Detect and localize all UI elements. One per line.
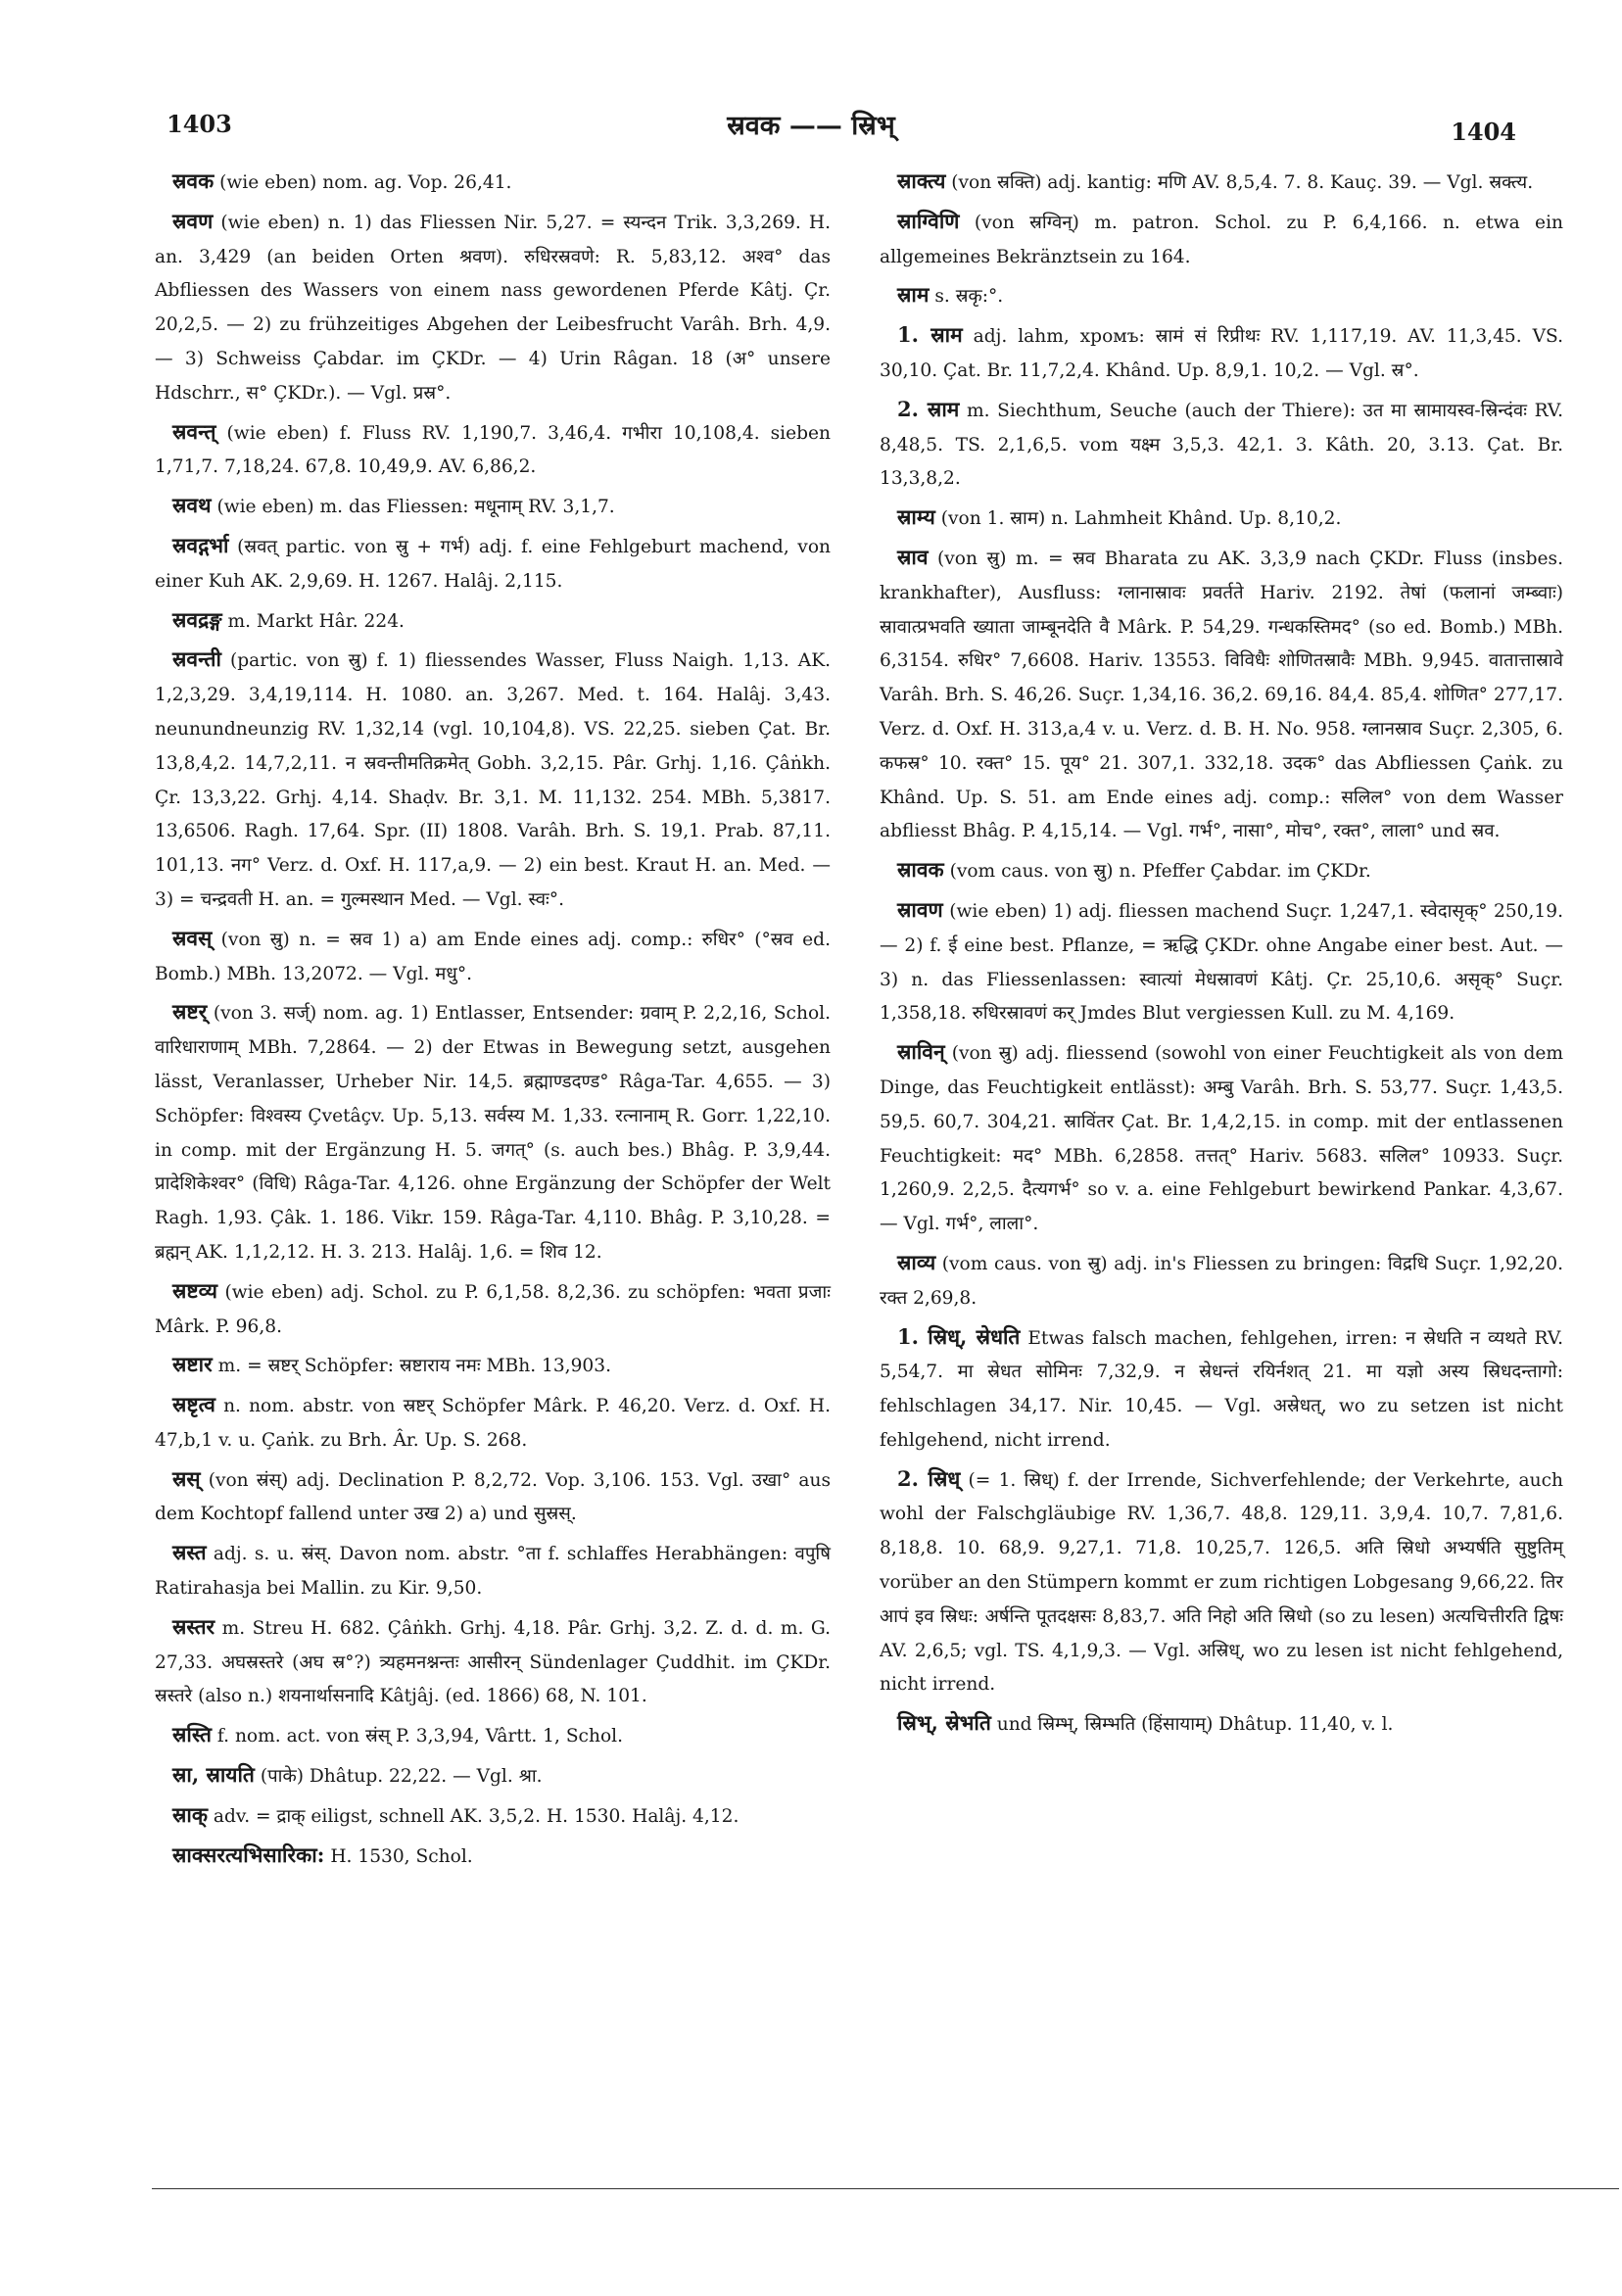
footer-rule <box>152 2188 1619 2189</box>
entry-headword: स्रवक <box>172 168 215 193</box>
dictionary-entry <box>155 1348 831 1384</box>
dictionary-entry <box>880 893 1563 1031</box>
entry-text: (स्रवत् partic. von स्रु + गर्भ) adj. f. eine Fehlgeburt machend, von einer Kuh AK. 2,9,69. H. 1267. Halâj. 2,115. <box>155 536 831 592</box>
entry-headword: स्रावण <box>897 896 943 922</box>
entry-headword: स्राव <box>897 544 929 569</box>
entry-headword: स्रष्टार <box>172 1352 213 1377</box>
entry-headword: स्राग्विणि <box>897 208 960 233</box>
dictionary-entry <box>155 1610 831 1714</box>
entry-headword: स्राक् <box>172 1801 208 1827</box>
entry-text: m. Markt Hâr. 224. <box>227 610 405 632</box>
entry-text: (wie eben) adj. Schol. zu P. 6,1,58. 8,2,36. zu schöpfen: भवता प्रजाः Mârk. P. 96,8. <box>155 1281 831 1337</box>
entry-text: (vom caus. von स्रु) n. Pfeffer Çabdar. im ÇKDr. <box>949 861 1371 883</box>
entry-text: (= 1. स्रिध्) f. der Irrende, Sichverfehlende; der Verkehrte, auch wohl der Falschgläubige RV. 1,36,7. 48,8. 129,11. 3,9,4. 10,7. 7,81,6. 8,18,8. 10. 68,9. 9,27,1. 71,8. 10,25,7. 126,5. अति स्रिधो अभ्यर्षति सुष्टुतिम् vorüber an den Stümpern kommt er zum richtigen Lobgesang 9,66,22. तिर आपं इव स्रिधः: अर्षन्ति पूतदक्षसः 8,83,7. अति निहो अति स्रिधो (so zu lesen) अत्यचित्तीरति द्विषः AV. 2,6,5; vgl. TS. 4,1,9,3. — Vgl. अस्रिध्, wo zu lesen ist nicht fehlgehend, nicht irrend. <box>880 1469 1563 1696</box>
entry-headword: स्रस् <box>172 1465 201 1491</box>
entry-text: und स्रिम्भ्, स्रिम्भति (हिंसायाम्) Dhâtup. 11,40, v. l. <box>996 1714 1394 1736</box>
entry-headword: स्रस्त <box>172 1540 207 1565</box>
dictionary-entry <box>155 205 831 411</box>
entry-text: s. स्रकृ:°. <box>934 286 1004 308</box>
dictionary-entry <box>155 529 831 599</box>
entry-headword: 2. स्रिध् <box>897 1465 961 1491</box>
dictionary-entry <box>155 415 831 486</box>
entry-text: adj. s. u. स्रंस्. Davon nom. abstr. °ता f. schlaffes Herabhängen: वपुषि Ratirahasja bei Mallin. zu Kir. 9,50. <box>155 1544 832 1600</box>
entry-text: (wie eben) 1) adj. fliessen machend Suçr. 1,247,1. स्वेदासृक्° 250,19. — 2) f. ई eine best. Pflanze, = ऋद्धि ÇKDr. ohne Angabe einer best. Aut. — 3) n. das Fliessenlassen: स्वात्यां मेधस्रावणं Kâtj. Çr. 25,10,6. असृक्° Suçr. 1,358,18. रुधिरस्रावणं कर् Jmdes Blut vergiessen Kull. zu M. 4,169. <box>880 900 1563 1025</box>
entry-text: (von स्रु) adj. fliessend (sowohl von einer Feuchtigkeit als von dem Dinge, das Feuchtigkeit entlässt): अम्बु Varâh. Brh. S. 53,77. Suçr. 1,43,5. 59,5. 60,7. 304,21. स्राविंतर Çat. Br. 1,4,2,15. in comp. mit der entlassenen Feuchtigkeit: मद° MBh. 6,2858. तत्तत्° Hariv. 5683. सलिल° 10933. Suçr. 1,260,9. 2,2,5. दैत्यगर्भ° so v. a. eine Fehlgeburt bewirkend Pankar. 4,3,67. — Vgl. गर्भ°, लाला°. <box>880 1043 1563 1235</box>
entry-text: m. Streu H. 682. Çâṅkh. Grhj. 4,18. Pâr. Grhj. 3,2. Z. d. d. m. G. 27,33. अघस्रस्तरे (अघ स्र°?) त्र्यहमनश्नन्तः आसीरन् Sündenlager Çuddhit. im ÇKDr. स्रस्तरे (also n.) शयनार्थासनादि Kâtjâj. (ed. 1866) 68, N. 101. <box>155 1617 831 1707</box>
dictionary-entry <box>880 1462 1563 1703</box>
dictionary-entry <box>155 1388 831 1459</box>
entry-headword: स्रवन्ती <box>172 646 221 672</box>
entry-headword: स्रष्टृत्व <box>172 1392 215 1417</box>
entry-headword: स्रवथ <box>172 493 212 518</box>
dictionary-entry <box>880 501 1563 537</box>
right-page-number: 1404 <box>1451 118 1516 146</box>
entry-text: (wie eben) n. 1) das Fliessen Nir. 5,27. = स्यन्दन Trik. 3,3,269. H. an. 3,429 (an beiden Orten श्रवण). रुधिरस्रवणे: R. 5,83,12. अश्व° das Abfliessen des Wassers von einem nass gewordenen Pferde Kâtj. Çr. 20,2,5. — 2) zu frühzeitiges Abgehen der Leibesfrucht Varâh. Brh. 4,9. — 3) Schweiss Çabdar. im ÇKDr. — 4) Urin Râgan. 18 (अ° unsere Hdschrr., स° ÇKDr.). — Vgl. प्रस्र°. <box>155 212 831 404</box>
dictionary-entry <box>155 1798 831 1835</box>
dictionary-entry <box>155 1274 831 1345</box>
entry-headword: 2. स्राम <box>897 396 960 421</box>
entry-headword: स्रष्टर् <box>172 999 208 1025</box>
entry-headword: स्राव्य <box>897 1249 936 1274</box>
entry-text: (von 3. सर्ज्) nom. ag. 1) Entlasser, Entsender: ग्रवाम् P. 2,2,16, Schol. वारिधाराणाम् MBh. 7,2864. — 2) der Etwas in Bewegung setzt, ausgehen lässt, Veranlasser, Urheber Nir. 14,5. ब्रह्माण्डदण्ड° Râga-Tar. 4,655. — 3) Schöpfer: विश्वस्य Çvetâçv. Up. 5,13. सर्वस्य M. 1,33. रत्नानाम् R. Gorr. 1,22,10. in comp. mit der Ergänzung H. 5. जगत्° (s. auch bes.) Bhâg. P. 3,9,44. प्रादेशिकेश्वर° (विधि) Râga-Tar. 4,126. ohne Ergänzung der Schöpfer der Welt Ragh. 1,93. Çâk. 1. 186. Vikr. 159. Râga-Tar. 4,110. Bhâg. P. 3,10,28. = ब्रह्मन् AK. 1,1,2,12. H. 3. 213. Halâj. 1,6. = शिव 12. <box>155 1003 831 1263</box>
entry-headword: स्रवद्रङ्ग <box>172 606 222 632</box>
entry-headword: स्राविन् <box>897 1039 945 1065</box>
entry-headword: स्रवद्गर्भा <box>172 532 229 557</box>
dictionary-entry <box>880 1035 1563 1242</box>
dictionary-entry <box>155 1839 831 1875</box>
dictionary-entry <box>880 541 1563 849</box>
running-title: स्रवक —— स्रिभ् <box>727 111 895 141</box>
dictionary-entry <box>155 165 831 201</box>
dictionary-entry <box>155 489 831 525</box>
dictionary-entry <box>155 643 831 917</box>
dictionary-entry <box>880 1320 1563 1459</box>
dictionary-entry <box>880 853 1563 889</box>
entry-text: n. nom. abstr. von स्रष्टर् Schöpfer Mârk. P. 46,20. Verz. d. Oxf. H. 47,b,1 v. u. Çaṅk. zu Brh. Âr. Up. S. 268. <box>155 1396 831 1451</box>
entry-text: (von स्रक्ति) adj. kantig: मणि AV. 8,5,4. 7. 8. Kauç. 39. — Vgl. स्रक्त्य. <box>951 172 1534 193</box>
right-column <box>880 165 1563 1746</box>
entry-headword: स्रवस् <box>172 925 213 950</box>
entry-text: (vom caus. von स्रु) adj. in's Fliessen zu bringen: विद्रधि Suçr. 1,92,20. रक्त 2,69,8. <box>880 1253 1563 1309</box>
dictionary-entry <box>880 278 1563 314</box>
entry-headword: 1. स्राम <box>897 322 963 348</box>
entry-headword: स्रवन्त् <box>172 418 216 444</box>
entry-headword: स्राम <box>897 282 930 308</box>
dictionary-entry <box>155 1718 831 1754</box>
entry-text: m. Siechthum, Seuche (auch der Thiere): उत मा स्रामायस्व-स्रिन्दंवः RV. 8,48,5. TS. 2,1,6,5. vom यक्ष्म 3,5,3. 42,1. 3. Kâth. 20, 3.13. Çat. Br. 13,3,8,2. <box>880 400 1563 490</box>
entry-text: (wie eben) nom. ag. Vop. 26,41. <box>219 172 512 193</box>
dictionary-entry <box>155 1536 831 1606</box>
entry-text: H. 1530, Schol. <box>330 1845 473 1867</box>
dictionary-entry <box>155 922 831 992</box>
entry-headword: 1. स्रिध्, स्रेधति <box>897 1323 1021 1349</box>
entry-text: adj. lahm, хромъ: स्रामं सं रिप्रीथः RV. 1,117,19. AV. 11,3,45. VS. 30,10. Çat. Br. 11,7,2,4. Khând. Up. 8,9,1. 10,2. — Vgl. स्र°. <box>880 326 1564 381</box>
entry-text: (von स्रग्विन्) m. patron. Schol. zu P. 6,4,166. n. etwa ein allgemeines Bekränztsein zu 164. <box>880 212 1563 267</box>
dictionary-entry <box>155 1462 831 1533</box>
entry-text: f. nom. act. von स्रंस् P. 3,3,94, Vârtt. 1, Schol. <box>216 1726 623 1747</box>
entry-text: (पाके) Dhâtup. 22,22. — Vgl. श्रा. <box>260 1766 543 1788</box>
entry-text: (von स्रु) m. = स्रव Bharata zu AK. 3,3,9 nach ÇKDr. Fluss (insbes. krankhafter), Ausfluss: ग्लानास्रावः प्रवर्तते Hariv. 2192. तेषां (फलानां जम्ब्वाः) स्रावात्प्रभवति ख्याता जाम्बूनदेति वै Mârk. P. 54,29. गन्धकस्तिमद° (so ed. Bomb.) MBh. 6,3154. रुधिर° 7,6608. Hariv. 13553. विविधैः शोणितस्रावैः MBh. 9,945. वातात्तास्रावे Varâh. Brh. S. 46,26. Suçr. 1,34,16. 36,2. 69,16. 84,4. 85,4. शोणित° 277,17. Verz. d. Oxf. H. 313,a,4 v. u. Verz. d. B. H. No. 958. ग्लानस्राव Suçr. 2,305, 6. कफस्र° 10. रक्त° 15. पूय° 21. 307,1. 332,18. उदक° das Abfliessen Çaṅk. zu Khând. Up. S. 51. am Ende eines adj. comp.: सलिल° von dem Wasser abfliesst Bhâg. P. 4,15,14. — Vgl. गर्भ°, नासा°, मोच°, रक्त°, लाला° und स्रव. <box>880 548 1564 842</box>
entry-headword: स्राक्सरत्यभिसारिका: <box>172 1842 325 1867</box>
dictionary-entry <box>880 393 1563 497</box>
entry-text: adv. = द्राक् eiligst, schnell AK. 3,5,2. H. 1530. Halâj. 4,12. <box>213 1805 739 1827</box>
entry-headword: स्रा, स्रायति <box>172 1762 255 1788</box>
dictionary-entry <box>880 205 1563 275</box>
entry-headword: स्रस्ति <box>172 1722 212 1747</box>
entry-headword: स्रस्तर <box>172 1613 215 1639</box>
entry-text: Etwas falsch machen, fehlgehen, irren: न स्रेधति न व्यथते RV. 5,54,7. मा स्रेधत सोमिनः 7,32,9. न स्रेधन्तं रयिर्नशत् 21. मा यज्ञो अस्य स्रिधदन्तागो: fehlschlagen 34,17. Nir. 10,45. — Vgl. अस्रेधत्, wo zu setzen ist nicht fehlgehend, nicht irrend. <box>880 1327 1563 1451</box>
entry-text: (von स्रंस्) adj. Declination P. 8,2,72. Vop. 3,106. 153. Vgl. उखा° aus dem Kochtopf fallend unter उख 2) a) und सुस्रस्. <box>155 1469 831 1525</box>
dictionary-entry <box>155 995 831 1269</box>
entry-headword: स्रिभ्, स्रेभति <box>897 1710 991 1736</box>
entry-text: (wie eben) m. das Fliessen: मधूनाम् RV. 3,1,7. <box>216 497 615 518</box>
dictionary-entry <box>155 603 831 640</box>
entry-text: m. = स्रष्टर् Schöpfer: स्रष्टाराय नमः MBh. 13,903. <box>217 1356 611 1377</box>
dictionary-entry <box>155 1758 831 1794</box>
dictionary-entry <box>880 1706 1563 1743</box>
entry-headword: स्राक्त्य <box>897 168 946 193</box>
dictionary-entry <box>880 165 1563 201</box>
entry-headword: स्रावक <box>897 857 944 883</box>
entry-text: (partic. von स्रु) f. 1) fliessendes Wasser, Fluss Naigh. 1,13. AK. 1,2,3,29. 3,4,19,114. H. 1080. an. 3,267. Med. t. 164. Halâj. 3,43. neunundneunzig RV. 1,32,14 (vgl. 10,104,8). VS. 22,25. sieben Çat. Br. 13,8,4,2. 14,7,2,11. न स्रवन्तीमतिक्रमेत् Gobh. 3,2,15. Pâr. Grhj. 1,16. Çâṅkh. Çr. 13,3,22. Grhj. 4,14. Shaḍv. Br. 3,1. M. 11,132. 254. MBh. 5,3817. 13,6506. Ragh. 17,64. Spr. (II) 1808. Varâh. Brh. S. 19,1. Prab. 87,11. 101,13. नग° Verz. d. Oxf. H. 117,a,9. — 2) ein best. Kraut H. an. Med. — 3) = चन्द्रवती H. an. = गुल्मस्थान Med. — Vgl. स्वः°. <box>155 650 831 910</box>
dictionary-entry <box>880 318 1563 389</box>
dictionary-entry <box>880 1246 1563 1316</box>
left-page-number: 1403 <box>167 110 232 138</box>
entry-text: (von स्रु) n. = स्रव 1) a) am Ende eines adj. comp.: रुधिर° (°स्रव ed. Bomb.) MBh. 13,2072. — Vgl. मधु°. <box>155 929 831 984</box>
entry-headword: स्रष्टव्य <box>172 1277 218 1303</box>
entry-text: (von 1. स्राम) n. Lahmheit Khând. Up. 8,10,2. <box>940 508 1342 530</box>
entry-headword: स्राम्य <box>897 504 935 530</box>
left-column <box>155 165 831 1878</box>
entry-headword: स्रवण <box>172 208 214 233</box>
entry-text: (wie eben) f. Fluss RV. 1,190,7. 3,46,4. गभीरा 10,108,4. sieben 1,71,7. 7,18,24. 67,8. 10,49,9. AV. 6,86,2. <box>155 422 831 478</box>
